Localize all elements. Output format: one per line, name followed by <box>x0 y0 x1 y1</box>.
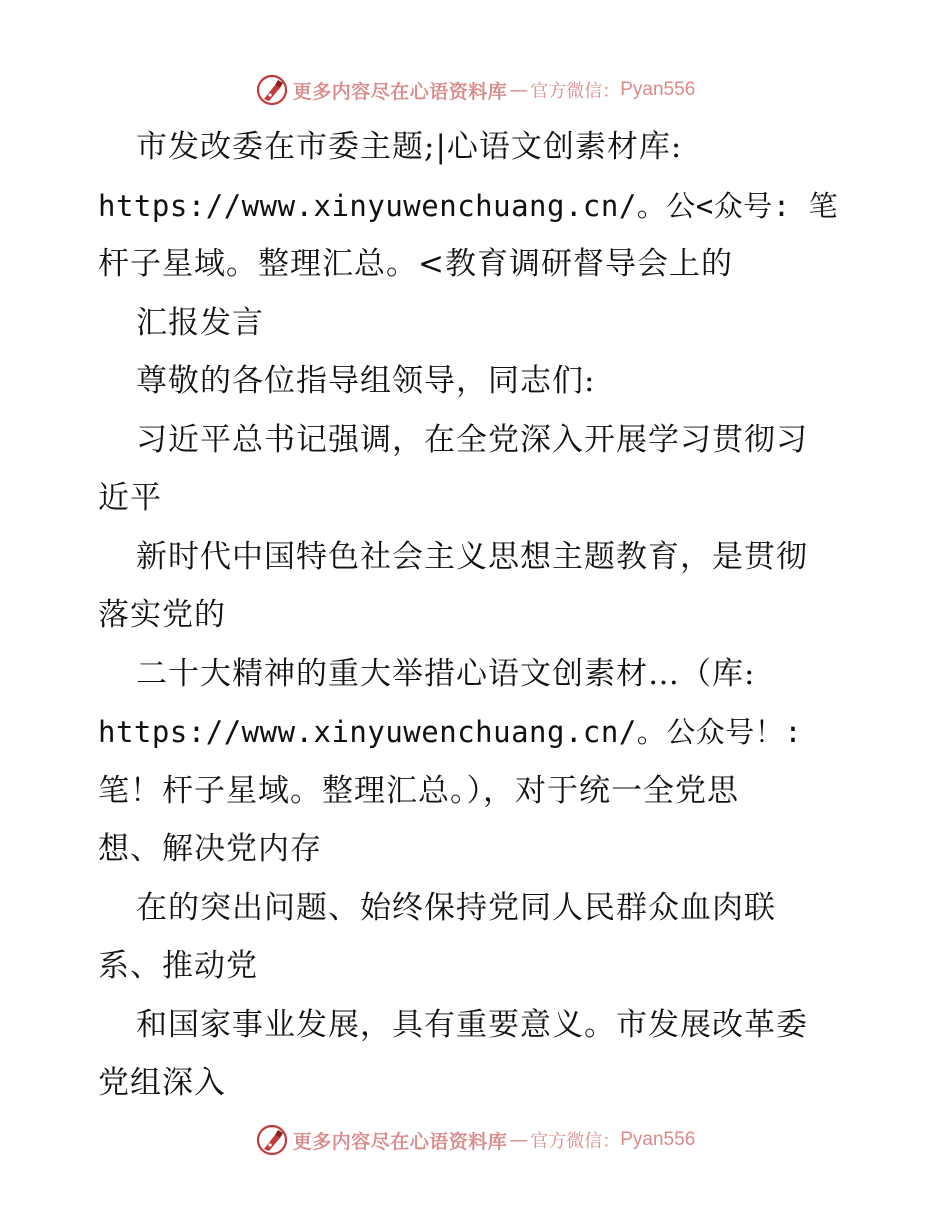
banner-dash: — <box>509 1129 529 1151</box>
banner-main-text: 更多内容尽在心语资料库 <box>292 1130 508 1153</box>
text-line: 系、推动党 <box>98 948 258 984</box>
text-line: 想、解决党内存 <box>98 831 322 867</box>
pen-nib-logo-icon <box>255 73 289 107</box>
text-line: https://www.xinyuwenchuang.cn/。公<众号: 笔 <box>98 188 839 223</box>
banner-sub-text: 官方微信： <box>530 81 621 102</box>
text-line: 落实党的 <box>98 597 226 633</box>
banner-sub-text: 官方微信： <box>530 1131 621 1152</box>
text-line: 习近平总书记强调，在全党深入开展学习贯彻习 <box>136 421 808 458</box>
text-line: 近平 <box>98 480 162 516</box>
banner-handle: Pyan556 <box>620 1129 696 1150</box>
banner-handle: Pyan556 <box>620 79 696 100</box>
text-line: 二十大精神的重大举措心语文创素材…（库: <box>136 655 756 692</box>
text-line: https://www.xinyuwenchuang.cn/。公众号！: <box>98 715 803 749</box>
footer-banner <box>0 1120 950 1160</box>
banner-main-text: 更多内容尽在心语资料库 <box>292 80 508 103</box>
text-line: 市发改委在市委主题;|心语文创素材库: <box>136 129 683 165</box>
document-body <box>98 118 858 1113</box>
header-banner <box>0 70 950 110</box>
pen-nib-logo-icon <box>255 1123 289 1157</box>
text-line: 党组深入 <box>98 1065 226 1101</box>
text-line: 尊敬的各位指导组领导，同志们: <box>136 363 596 399</box>
text-line: 汇报发言 <box>136 304 264 341</box>
text-line: 笔！杆子星域。整理汇总。），对于统一全党思 <box>98 772 739 809</box>
text-line: 在的突出问题、始终保持党同人民群众血肉联 <box>136 889 776 926</box>
text-line: 和国家事业发展，具有重要意义。市发展改革委 <box>136 1006 808 1043</box>
banner-dash: — <box>509 79 529 101</box>
text-line: 新时代中国特色社会主义思想主题教育，是贯彻 <box>136 538 808 575</box>
text-line: 杆子星域。整理汇总。<教育调研督导会上的 <box>98 246 733 282</box>
